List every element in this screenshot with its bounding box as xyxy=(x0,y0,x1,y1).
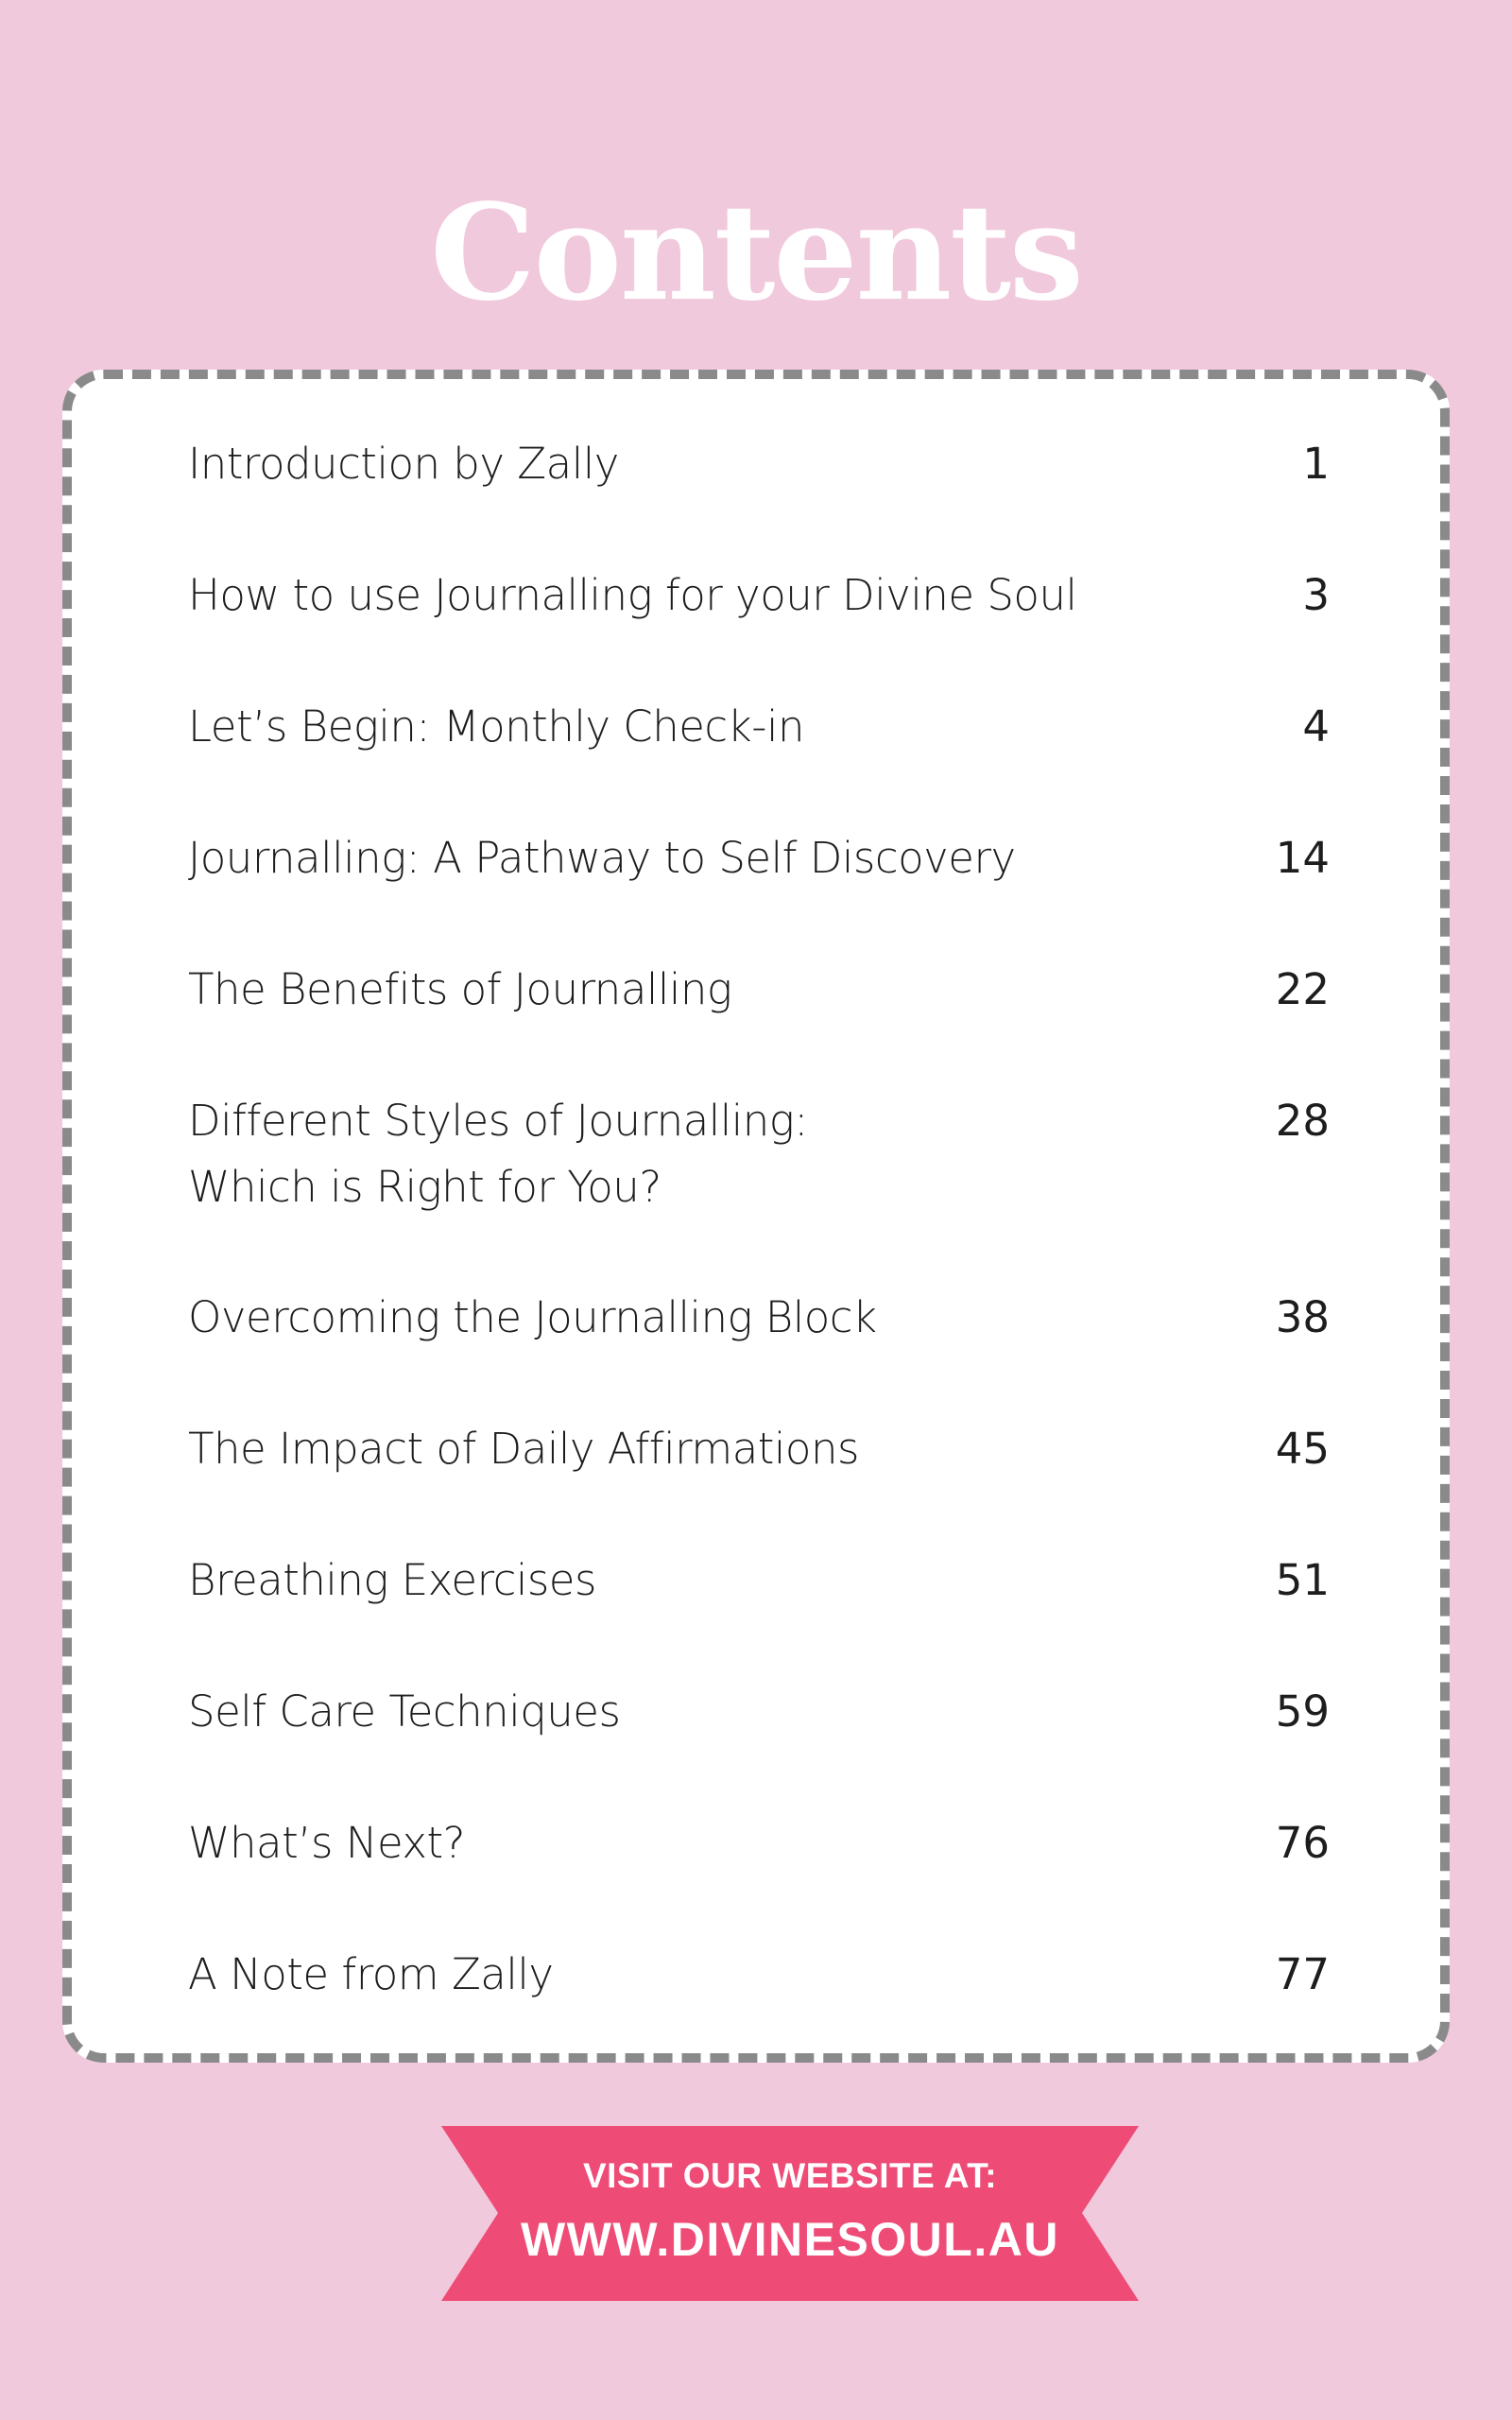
toc-entry[interactable] xyxy=(188,1285,1330,1417)
page-title: Contents xyxy=(430,176,1082,331)
toc-entry-title: A Note from Zally xyxy=(188,1949,554,1999)
toc-entry-page: 1 xyxy=(1302,439,1330,489)
toc-entry-title: What’s Next? xyxy=(188,1818,466,1868)
toc-entry-page: 3 xyxy=(1302,570,1330,620)
toc-entry[interactable] xyxy=(188,825,1330,958)
toc-entry-page: 45 xyxy=(1275,1424,1330,1474)
banner-caption: VISIT OUR WEBSITE AT: xyxy=(582,2156,998,2195)
toc-entry[interactable] xyxy=(188,1416,1330,1548)
toc-entry-title: Journalling: A Pathway to Self Discovery xyxy=(188,833,1016,883)
toc-entry-page: 4 xyxy=(1302,701,1330,752)
toc-entry-page: 14 xyxy=(1275,833,1330,883)
toc-entry-page: 76 xyxy=(1275,1818,1330,1868)
toc-entry-title: Different Styles of Journalling: Which is Right for You? xyxy=(188,1096,808,1212)
toc-entry-title: Overcoming the Journalling Block xyxy=(188,1292,877,1342)
toc-entry-title: Let’s Begin: Monthly Check-in xyxy=(188,701,804,752)
toc-entry-title: The Benefits of Journalling xyxy=(188,964,732,1014)
toc-entry-title: Introduction by Zally xyxy=(188,439,619,489)
toc-entry[interactable] xyxy=(188,1547,1330,1680)
toc-entry-title: Self Care Techniques xyxy=(188,1686,621,1737)
toc-entry-title: Breathing Exercises xyxy=(188,1555,596,1605)
toc-entry-page: 28 xyxy=(1275,1096,1330,1146)
toc-entry-title: The Impact of Daily Affirmations xyxy=(188,1424,859,1474)
toc-entry[interactable] xyxy=(188,562,1330,695)
website-url[interactable]: WWW.DIVINESOUL.AU xyxy=(521,2213,1059,2266)
toc-entry[interactable] xyxy=(188,1942,1330,2074)
toc-entry[interactable] xyxy=(188,1088,1330,1220)
website-banner[interactable] xyxy=(441,2126,1139,2301)
toc-entry[interactable] xyxy=(188,957,1330,1089)
toc-entry-title: How to use Journalling for your Divine Soul xyxy=(188,570,1077,620)
toc-entry[interactable] xyxy=(188,1679,1330,1811)
toc-entry[interactable] xyxy=(188,1810,1330,1943)
toc-entry-page: 51 xyxy=(1275,1555,1330,1605)
toc-entry-page: 59 xyxy=(1275,1686,1330,1737)
contents-card xyxy=(62,370,1450,2063)
toc-entry-page: 38 xyxy=(1275,1292,1330,1342)
toc-entry-page: 77 xyxy=(1275,1949,1330,1999)
toc-entry-page: 22 xyxy=(1275,964,1330,1014)
toc-entry[interactable] xyxy=(188,431,1330,563)
toc-entry[interactable] xyxy=(188,694,1330,826)
